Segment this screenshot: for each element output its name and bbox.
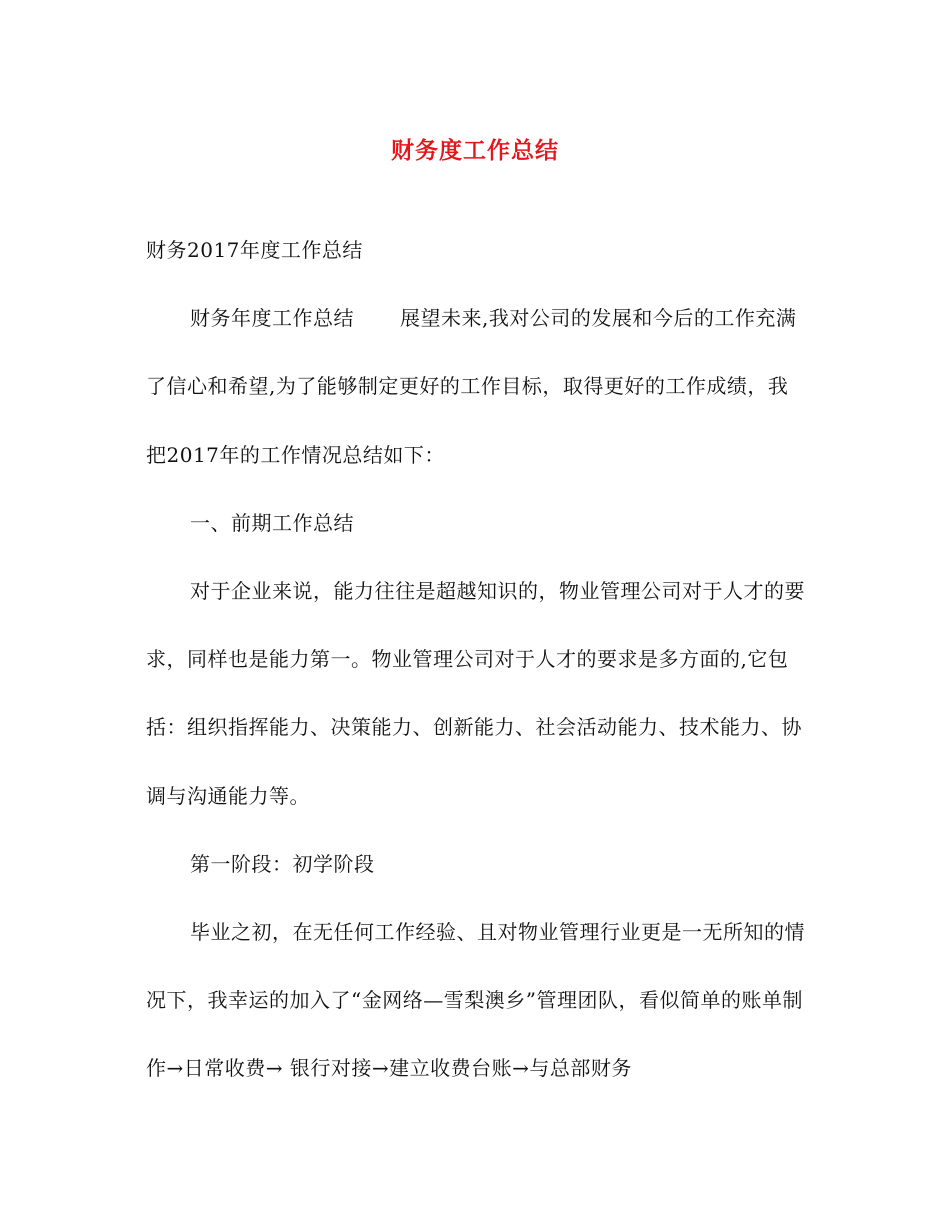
document-body [146, 216, 806, 1103]
section-1-heading: 一、前期工作总结 [190, 510, 354, 535]
stage-1-heading: 第一阶段：初学阶段 [190, 851, 375, 876]
section-1-paragraph: 对于企业来说，能力往往是超越知识的，物业管理公司对于人才的要求，同样也是能力第一。物业管理公司对于人才的要求是多方面的,它包括：组织指挥能力、决策能力、创新能力、社会活动能力、技术能力、协调与沟通能力等。 [146, 579, 805, 808]
stage-1-paragraph: 毕业之初，在无任何工作经验、且对物业管理行业更是一无所知的情况下，我幸运的加入了“金网络—雪梨澳乡”管理团队，看似简单的账单制作→日常收费→ 银行对接→建立收费台账→与总部财务 [146, 920, 805, 1081]
intro-paragraph [146, 284, 806, 489]
intro-text: 展望未来,我对公司的发展和今后的工作充满了信心和希望,为了能够制定更好的工作目标，取得更好的工作成绩，我把2017年的工作情况总结如下： [146, 306, 797, 467]
intro-heading: 财务年度工作总结 [190, 306, 354, 331]
document-title: 财务度工作总结 [391, 137, 559, 164]
document-subtitle: 财务2017年度工作总结 [146, 238, 363, 262]
